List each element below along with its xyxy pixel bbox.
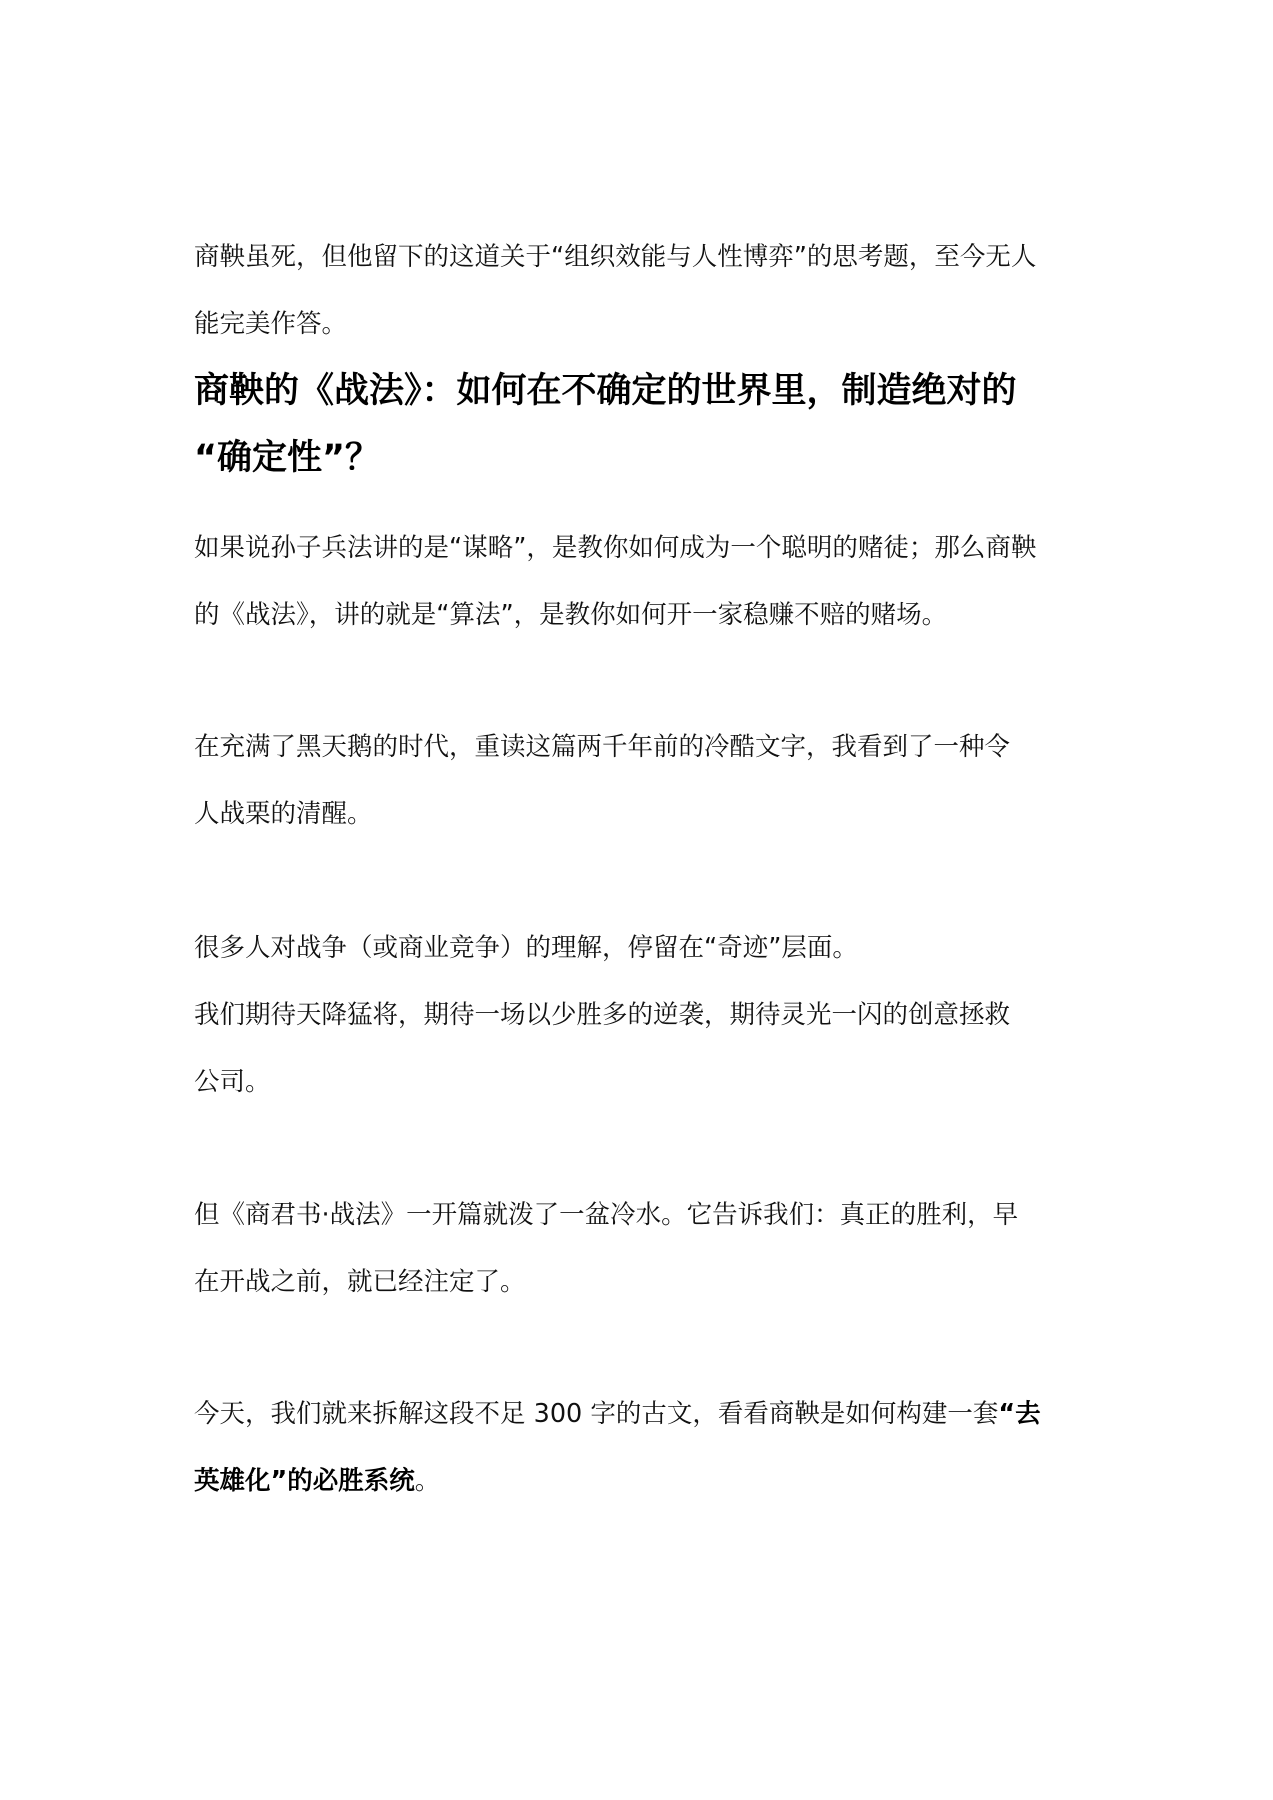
paragraph-expectations — [194, 982, 1094, 1116]
paragraph-sunzi-comparison — [194, 515, 1094, 649]
paragraph-line: 但《商君书·战法》一开篇就泼了一盆冷水。它告诉我们：真正的胜利，早 — [194, 1200, 1019, 1230]
paragraph-line — [194, 1448, 1094, 1515]
paragraph-line — [194, 1381, 1094, 1448]
heading-line: “确定性”？ — [194, 438, 381, 478]
paragraph-black-swan — [194, 714, 1094, 848]
paragraph-line: 的《战法》，讲的就是“算法”，是教你如何开一家稳赚不赔的赌场。 — [194, 600, 948, 630]
paragraph-cold-water — [194, 1182, 1094, 1316]
paragraph-line: 很多人对战争（或商业竞争）的理解，停留在“奇迹”层面。 — [194, 933, 858, 963]
paragraph-intro — [194, 224, 1094, 358]
paragraph-line: 商鞅虽死，但他留下的这道关于“组织效能与人性博弈”的思考题，至今无人 — [194, 242, 1037, 272]
paragraph-line: 如果说孙子兵法讲的是“谋略”，是教你如何成为一个聪明的赌徒；那么商鞅 — [194, 533, 1037, 563]
paragraph-miracle — [194, 915, 1094, 982]
section-heading — [194, 358, 1094, 492]
text-normal: 今天，我们就来拆解这段不足 300 字的古文，看看商鞅是如何构建一套 — [194, 1399, 999, 1429]
text-bold: “去 — [998, 1399, 1041, 1429]
heading-line: 商鞅的《战法》：如何在不确定的世界里，制造绝对的 — [194, 371, 1017, 411]
paragraph-conclusion — [194, 1381, 1094, 1515]
text-normal: 。 — [414, 1466, 441, 1496]
paragraph-line: 在开战之前，就已经注定了。 — [194, 1267, 526, 1297]
paragraph-line: 我们期待天降猛将，期待一场以少胜多的逆袭，期待灵光一闪的创意拯救 — [194, 1000, 1011, 1030]
paragraph-line: 公司。 — [194, 1067, 271, 1097]
paragraph-line: 能完美作答。 — [194, 309, 348, 339]
paragraph-line: 在充满了黑天鹅的时代，重读这篇两千年前的冷酷文字，我看到了一种令 — [194, 732, 1011, 762]
text-bold: 英雄化”的必胜系统 — [194, 1466, 415, 1496]
paragraph-line: 人战栗的清醒。 — [194, 799, 373, 829]
